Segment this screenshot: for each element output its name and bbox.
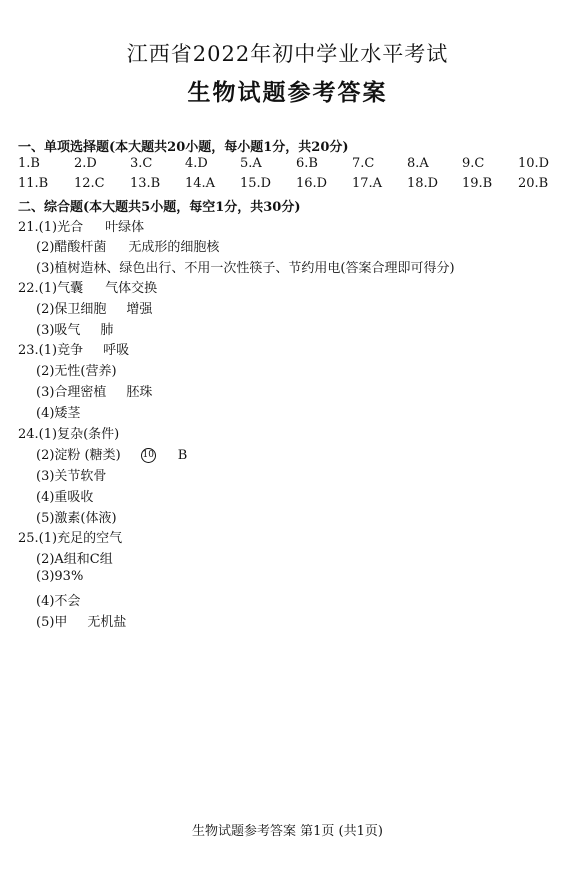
mc-answer: 2.D xyxy=(74,156,97,171)
answer-text: (3)93% xyxy=(36,569,84,584)
q22-line2 xyxy=(36,298,152,317)
answer-text: (2)淀粉 (糖类) xyxy=(36,448,121,463)
answer-text: 25.(1)充足的空气 xyxy=(18,531,123,546)
answer-text: (2)无性(营养) xyxy=(36,364,117,379)
q25-line4 xyxy=(36,590,80,609)
mc-answer: 16.D xyxy=(296,176,328,191)
answer-text: (5)甲 xyxy=(36,615,68,630)
q22-line1 xyxy=(18,277,157,296)
mc-answer: 10.D xyxy=(518,156,550,171)
section1-heading: 一、单项选择题(本大题共20小题，每小题1分，共20分) xyxy=(18,140,349,155)
answer-text: 无成形的细胞核 xyxy=(128,240,220,255)
mc-answer: 8.A xyxy=(407,156,429,171)
mc-answer: 7.C xyxy=(352,156,375,171)
q24-line1 xyxy=(18,423,119,442)
q21-line2 xyxy=(36,236,219,255)
exam-title: 江西省2022年初中学业水平考试 xyxy=(126,42,449,66)
answer-text: 23.(1)竞争 xyxy=(18,343,84,358)
q25-line2 xyxy=(36,548,113,567)
q24-line3 xyxy=(36,465,106,484)
answer-text: (3)吸气 xyxy=(36,323,81,338)
mc-answer: 17.A xyxy=(352,176,383,191)
answer-text: 叶绿体 xyxy=(105,220,145,235)
q21-line1 xyxy=(18,216,144,235)
mc-answer: 11.B xyxy=(18,176,49,191)
mc-answer: 5.A xyxy=(240,156,262,171)
q23-line3 xyxy=(36,381,152,400)
mc-row-2 xyxy=(18,176,558,194)
answer-text: 无机盐 xyxy=(87,615,127,630)
mc-answer: 20.B xyxy=(518,176,549,191)
mc-answer: 13.B xyxy=(130,176,161,191)
section2-heading: 二、综合题(本大题共5小题，每空1分，共30分) xyxy=(18,200,301,215)
answer-text: (4)矮茎 xyxy=(36,406,81,421)
mc-answer: 6.B xyxy=(296,156,318,171)
answer-text: (4)不会 xyxy=(36,594,81,609)
answer-text: 气体交换 xyxy=(105,281,158,296)
circled-number: 10 xyxy=(141,448,156,463)
mc-answer: 1.B xyxy=(18,156,40,171)
mc-answer: 18.D xyxy=(407,176,439,191)
answer-text: B xyxy=(177,448,188,463)
mc-answer: 14.A xyxy=(185,176,216,191)
answer-text: 肺 xyxy=(100,323,114,338)
answer-text: (3)关节软骨 xyxy=(36,469,107,484)
mc-answer: 12.C xyxy=(74,176,105,191)
q24-line5 xyxy=(36,507,117,526)
q22-line3 xyxy=(36,319,113,338)
answer-text: (5)激素(体液) xyxy=(36,511,117,526)
answer-text: (2)保卫细胞 xyxy=(36,302,107,317)
q21-line3 xyxy=(36,257,455,276)
answer-text: (2)醋酸杆菌 xyxy=(36,240,107,255)
answer-key-title: 生物试题参考答案 xyxy=(187,79,388,106)
answer-text: 24.(1)复杂(条件) xyxy=(18,427,120,442)
answer-text: 22.(1)气囊 xyxy=(18,281,84,296)
q25-line5 xyxy=(36,611,126,630)
answer-text: (2)A组和C组 xyxy=(36,552,113,567)
q23-line1 xyxy=(18,339,129,358)
q24-line2 xyxy=(36,444,187,463)
mc-answer: 4.D xyxy=(185,156,208,171)
page-footer: 生物试题参考答案 第1页 (共1页) xyxy=(192,824,383,839)
q23-line2 xyxy=(36,360,117,379)
q25-line1 xyxy=(18,527,122,546)
answer-text: (3)合理密植 xyxy=(36,385,107,400)
answer-text: 21.(1)光合 xyxy=(18,220,84,235)
answer-text: (3)植树造林、绿色出行、不用一次性筷子、节约用电(答案合理即可得分) xyxy=(36,261,455,276)
q24-line4 xyxy=(36,486,93,505)
answer-text: 增强 xyxy=(126,302,153,317)
answer-text: 呼吸 xyxy=(103,343,130,358)
mc-answer: 19.B xyxy=(462,176,493,191)
q25-line3 xyxy=(36,569,83,584)
answer-text: 胚珠 xyxy=(126,385,153,400)
mc-answer: 15.D xyxy=(240,176,272,191)
q23-line4 xyxy=(36,402,80,421)
mc-answer: 9.C xyxy=(462,156,485,171)
answer-text: (4)重吸收 xyxy=(36,490,94,505)
mc-row-1 xyxy=(18,156,558,174)
mc-answer: 3.C xyxy=(130,156,153,171)
